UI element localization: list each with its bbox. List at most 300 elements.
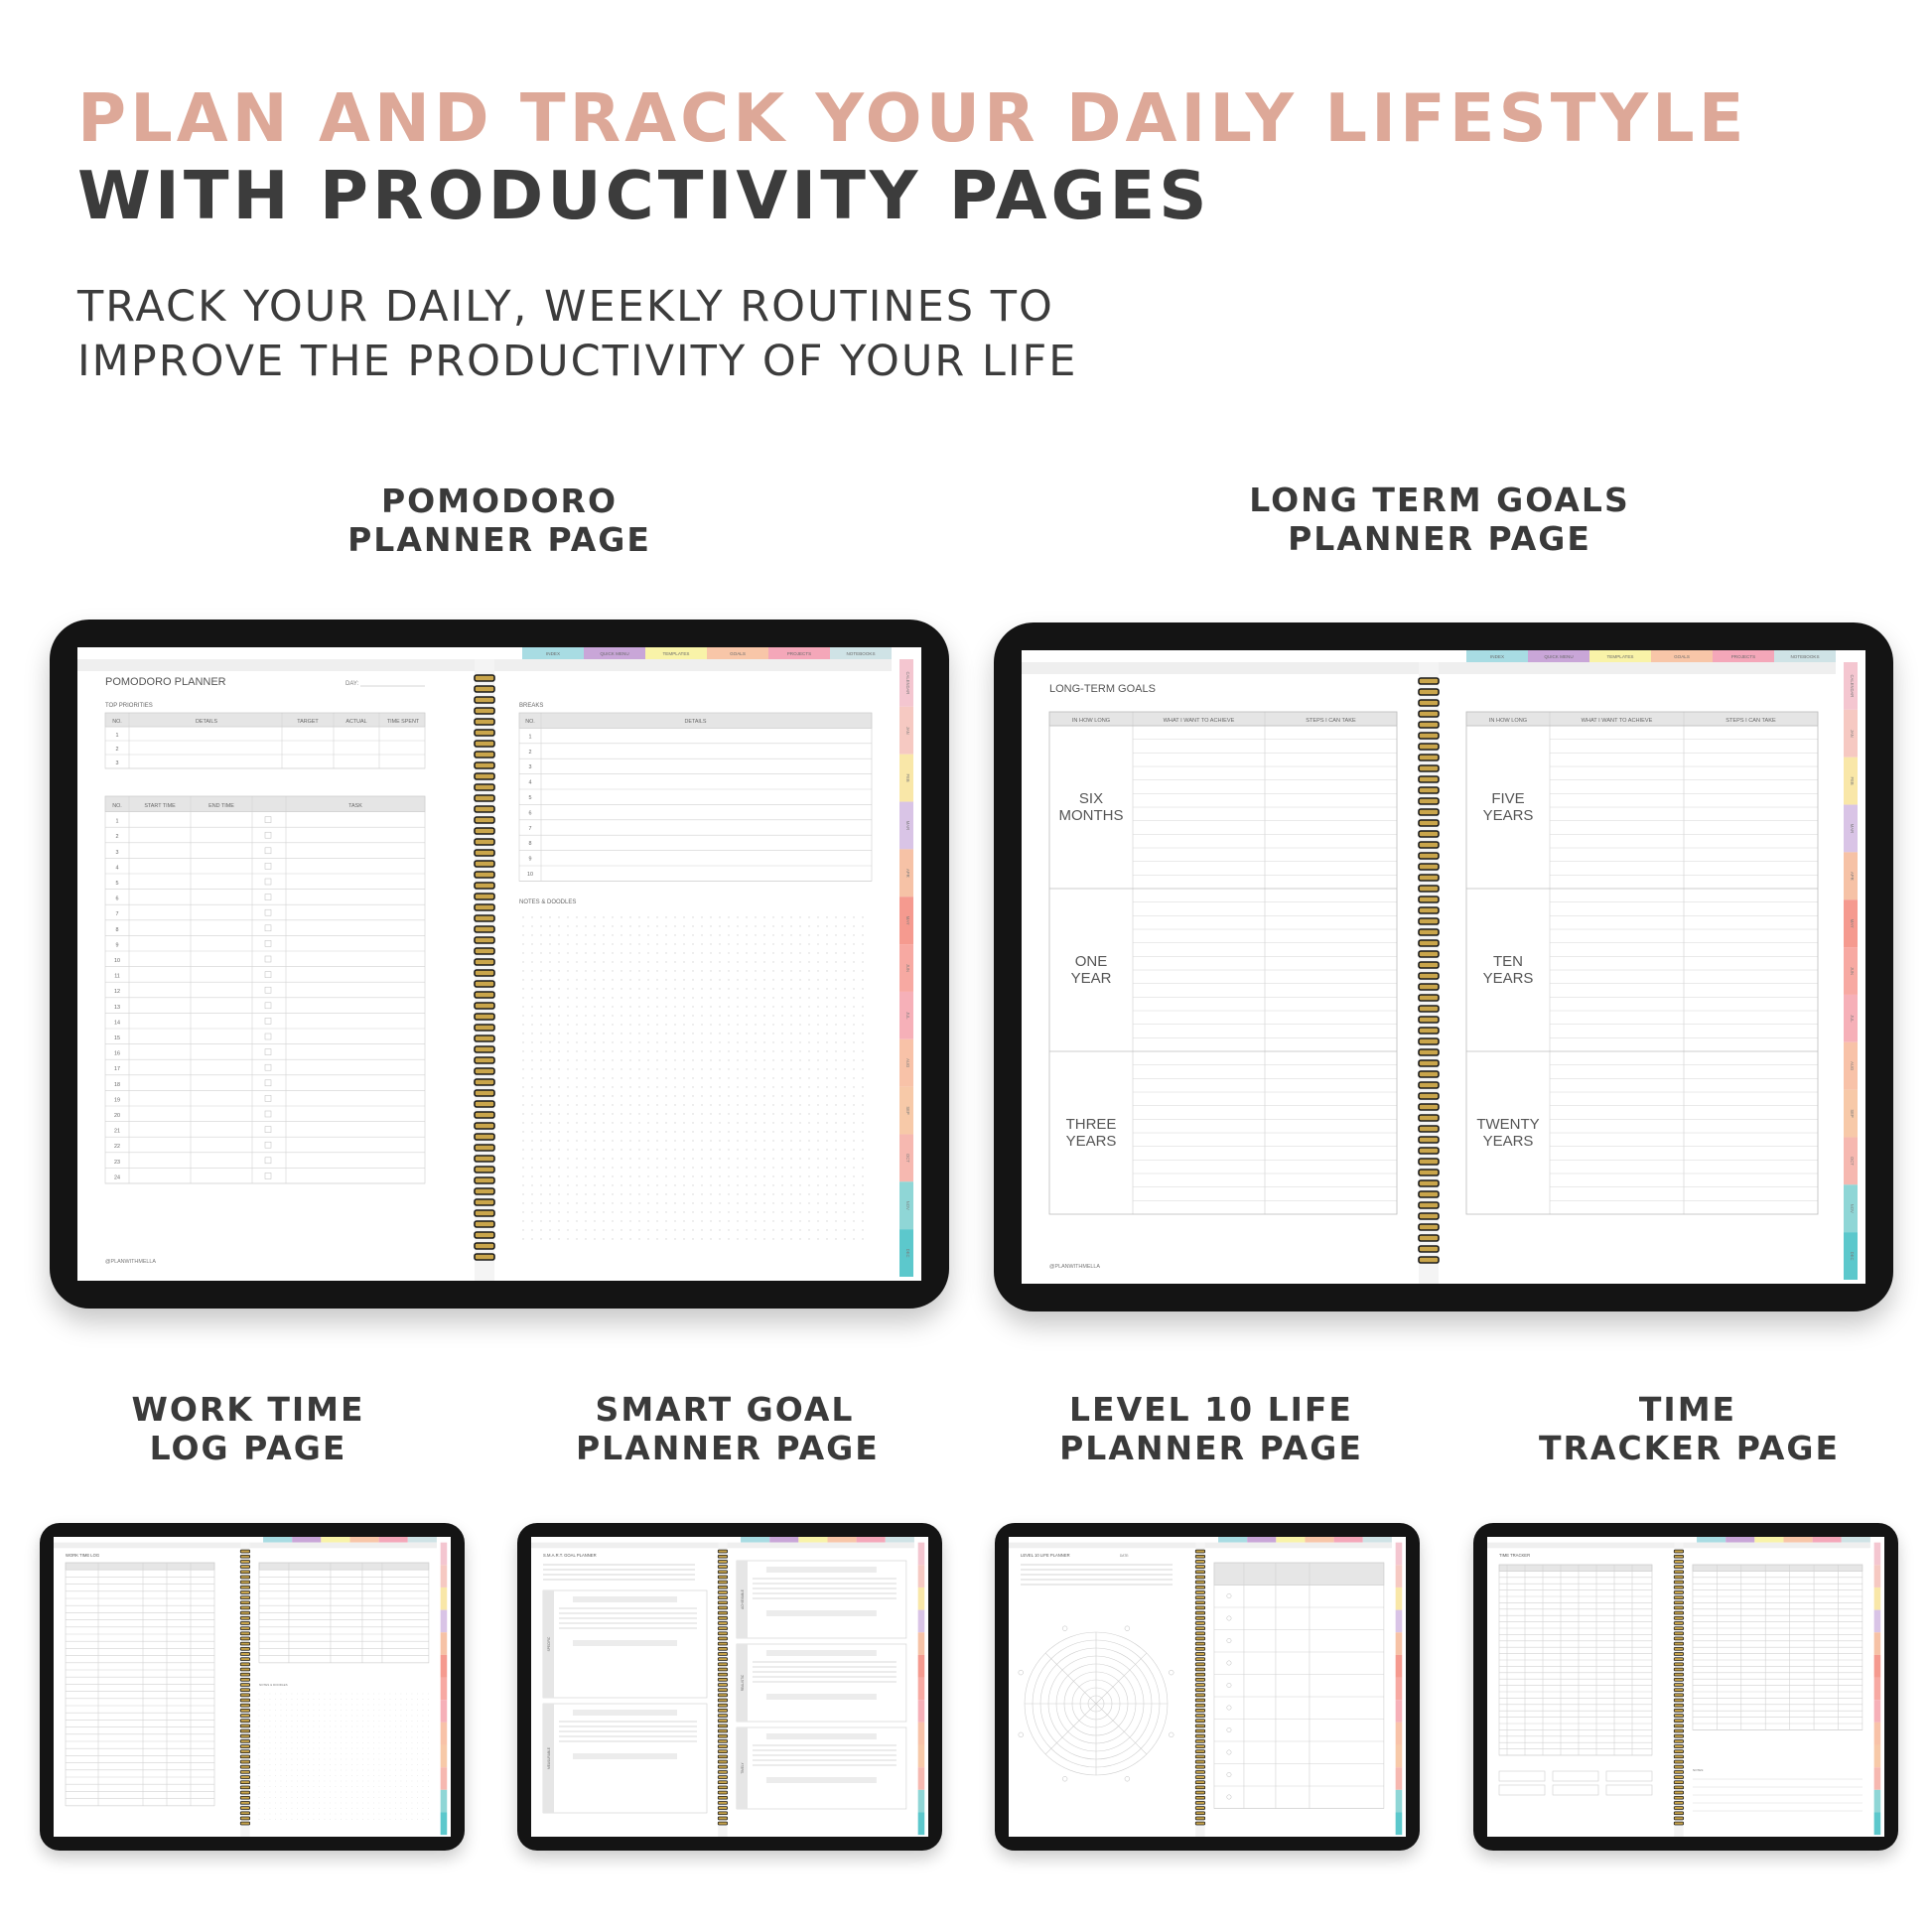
side-tab-4[interactable] <box>441 1610 448 1633</box>
side-tab-label[interactable]: FEB <box>905 773 910 782</box>
task-checkbox[interactable] <box>265 832 271 838</box>
dot <box>336 1786 337 1787</box>
tab-label[interactable]: NOTEBOOKS <box>846 651 876 656</box>
dot <box>406 1748 407 1749</box>
task-checkbox[interactable] <box>265 987 271 993</box>
tab-6[interactable] <box>1842 1537 1870 1543</box>
dot <box>692 1211 693 1212</box>
side-tab-8[interactable] <box>1396 1700 1403 1723</box>
area-checkbox[interactable] <box>1227 1750 1231 1754</box>
dot <box>728 979 729 980</box>
dot <box>817 925 818 926</box>
task-checkbox[interactable] <box>265 1142 271 1148</box>
task-checkbox[interactable] <box>265 1064 271 1070</box>
dot <box>692 1238 693 1239</box>
spiral-ring <box>240 1715 249 1718</box>
dot <box>603 1050 604 1051</box>
dot <box>390 1770 391 1771</box>
dot <box>567 1220 568 1221</box>
dot <box>808 916 809 917</box>
dot <box>710 961 711 962</box>
dot <box>330 1819 331 1820</box>
task-checkbox[interactable] <box>265 1003 271 1009</box>
dot <box>330 1792 331 1793</box>
tab-2[interactable] <box>1247 1537 1276 1543</box>
dot <box>585 1211 586 1212</box>
tab-label[interactable]: GOALS <box>1674 654 1690 659</box>
side-tab-2[interactable] <box>1396 1565 1403 1587</box>
dot <box>406 1819 407 1820</box>
side-tab-label[interactable]: DEC <box>1850 1251 1855 1261</box>
task-checkbox[interactable] <box>265 940 271 946</box>
task-checkbox[interactable] <box>265 817 271 823</box>
tab-label[interactable]: TEMPLATES <box>1606 654 1634 659</box>
tab-2[interactable] <box>1725 1537 1754 1543</box>
tab-3[interactable] <box>1754 1537 1783 1543</box>
area-checkbox[interactable] <box>1227 1727 1231 1731</box>
side-tab-12[interactable] <box>441 1790 448 1813</box>
tab-1[interactable] <box>1218 1537 1247 1543</box>
label-longterm <box>1231 481 1648 558</box>
dot <box>281 1814 282 1815</box>
side-tab-9[interactable] <box>1396 1723 1403 1745</box>
side-tab-1[interactable] <box>1396 1543 1403 1566</box>
tab-2[interactable] <box>292 1537 321 1543</box>
tab-1[interactable] <box>741 1537 769 1543</box>
side-tab-11[interactable] <box>1396 1767 1403 1790</box>
dot <box>308 1803 309 1804</box>
dot <box>379 1786 380 1787</box>
dot <box>259 1694 260 1695</box>
tab-1[interactable] <box>1697 1537 1725 1543</box>
side-tab-11[interactable] <box>441 1767 448 1790</box>
side-tab-3[interactable] <box>918 1587 925 1610</box>
side-tab-label[interactable]: MAY <box>1850 918 1855 928</box>
dot <box>576 1041 577 1042</box>
task-checkbox[interactable] <box>265 863 271 869</box>
task-row-number: 21 <box>114 1128 120 1135</box>
dot <box>567 961 568 962</box>
task-checkbox[interactable] <box>265 1127 271 1133</box>
side-tab-label[interactable]: NOV <box>1850 1203 1855 1213</box>
dot <box>585 1104 586 1105</box>
side-tab-label[interactable]: SEP <box>1850 1109 1855 1118</box>
area-checkbox[interactable] <box>1227 1683 1231 1687</box>
tab-label[interactable]: INDEX <box>1489 654 1505 659</box>
dot <box>319 1803 320 1804</box>
dot <box>395 1716 396 1717</box>
spiral-ring <box>1195 1591 1204 1594</box>
dot <box>710 1175 711 1176</box>
side-tab-label[interactable]: OCT <box>1850 1156 1855 1166</box>
dot <box>647 1015 648 1016</box>
task-row-number: 18 <box>114 1081 120 1088</box>
dot <box>417 1753 418 1754</box>
dot <box>835 1140 836 1141</box>
task-row-number: 9 <box>115 942 119 949</box>
dot <box>417 1759 418 1760</box>
side-tab-12[interactable] <box>1396 1790 1403 1813</box>
dot <box>275 1803 276 1804</box>
tab-label[interactable]: TEMPLATES <box>662 651 690 656</box>
task-checkbox[interactable] <box>265 925 271 931</box>
side-tab-label[interactable]: SEP <box>905 1106 910 1115</box>
side-tab-2[interactable] <box>918 1565 925 1587</box>
dot <box>835 1158 836 1159</box>
spiral-ring <box>1195 1555 1204 1558</box>
dot <box>522 1149 523 1150</box>
side-tab-1[interactable] <box>1874 1543 1881 1566</box>
side-tab-9[interactable] <box>918 1723 925 1745</box>
area-checkbox[interactable] <box>1227 1772 1231 1776</box>
tab-4[interactable] <box>349 1537 378 1543</box>
side-tab-label[interactable]: NOV <box>905 1200 910 1210</box>
task-checkbox[interactable] <box>265 1080 271 1086</box>
spiral-ring <box>1195 1581 1204 1584</box>
label-longterm-line-2: PLANNER PAGE <box>1288 519 1591 558</box>
side-tab-5[interactable] <box>441 1632 448 1655</box>
dot <box>264 1797 265 1798</box>
dot <box>531 1211 532 1212</box>
task-checkbox[interactable] <box>265 848 271 854</box>
side-tab-7[interactable] <box>441 1678 448 1701</box>
task-checkbox[interactable] <box>265 1049 271 1055</box>
tab-label[interactable]: QUICK MENU <box>600 651 629 656</box>
dot <box>368 1753 369 1754</box>
side-tab-label[interactable]: CALENDAR <box>905 671 910 695</box>
dot <box>853 1158 854 1159</box>
dot <box>325 1781 326 1782</box>
side-tab-11[interactable] <box>918 1767 925 1790</box>
dot <box>401 1792 402 1793</box>
dot <box>799 1033 800 1034</box>
dot <box>319 1759 320 1760</box>
side-tab-5[interactable] <box>918 1632 925 1655</box>
dot <box>540 934 541 935</box>
dot <box>799 961 800 962</box>
spiral-ring <box>1195 1561 1204 1564</box>
dot <box>325 1748 326 1749</box>
dot <box>629 1033 630 1034</box>
dot <box>638 1041 639 1042</box>
side-tab-8[interactable] <box>1874 1700 1881 1723</box>
side-tab-4[interactable] <box>1874 1610 1881 1633</box>
dot <box>790 925 791 926</box>
dot <box>683 943 684 944</box>
tab-5[interactable] <box>857 1537 886 1543</box>
dot <box>401 1786 402 1787</box>
spiral-ring <box>1195 1796 1204 1799</box>
dot <box>522 916 523 917</box>
tab-6[interactable] <box>886 1537 914 1543</box>
dot <box>728 1211 729 1212</box>
area-checkbox[interactable] <box>1227 1795 1231 1799</box>
dot <box>314 1786 315 1787</box>
task-checkbox[interactable] <box>265 1158 271 1164</box>
tab-label[interactable]: INDEX <box>545 651 561 656</box>
side-tab-9[interactable] <box>1874 1723 1881 1745</box>
spiral-ring <box>1195 1586 1204 1588</box>
side-tab-label[interactable]: MAR <box>1850 823 1855 834</box>
dot <box>558 1104 559 1105</box>
dot <box>585 1006 586 1007</box>
side-tab-label[interactable]: JUN <box>1850 966 1855 976</box>
side-tab-6[interactable] <box>1874 1655 1881 1678</box>
spiral-ring <box>718 1817 727 1820</box>
task-checkbox[interactable] <box>265 1095 271 1101</box>
spiral-ring <box>475 839 494 845</box>
task-checkbox[interactable] <box>265 895 271 900</box>
side-tab-13[interactable] <box>441 1812 448 1835</box>
dot <box>683 1006 684 1007</box>
dot <box>395 1770 396 1771</box>
side-tab-13[interactable] <box>1874 1812 1881 1835</box>
dot <box>728 1202 729 1203</box>
dot <box>362 1721 363 1722</box>
dot <box>808 1113 809 1114</box>
dot <box>638 1193 639 1194</box>
spiral-ring <box>1419 864 1439 870</box>
dot <box>314 1808 315 1809</box>
dot <box>522 1175 523 1176</box>
dot <box>325 1694 326 1695</box>
dot <box>325 1803 326 1804</box>
tab-2[interactable] <box>769 1537 798 1543</box>
dot <box>844 1211 845 1212</box>
tab-5[interactable] <box>1813 1537 1842 1543</box>
dot <box>531 1238 532 1239</box>
side-tab-label[interactable]: DEC <box>905 1248 910 1258</box>
dot <box>297 1759 298 1760</box>
subheadline-line-2: IMPROVE THE PRODUCTIVITY OF YOUR LIFE <box>77 337 1078 386</box>
dot <box>357 1742 358 1743</box>
dot <box>406 1731 407 1732</box>
spiral-ring <box>475 752 494 758</box>
dot <box>701 1077 702 1078</box>
side-tab-label[interactable]: OCT <box>905 1153 910 1163</box>
area-checkbox[interactable] <box>1227 1638 1231 1642</box>
dot <box>346 1716 347 1717</box>
dot <box>362 1705 363 1706</box>
side-tab-13[interactable] <box>918 1812 925 1835</box>
dot <box>594 1140 595 1141</box>
dot <box>737 1149 738 1150</box>
side-tab-label[interactable]: APR <box>905 868 910 878</box>
dot <box>303 1748 304 1749</box>
dot <box>701 1122 702 1123</box>
side-tab-7[interactable] <box>1396 1678 1403 1701</box>
dot <box>325 1742 326 1743</box>
spiral-ring <box>718 1601 727 1604</box>
spiral-ring <box>475 937 494 943</box>
side-tab-5[interactable] <box>1396 1632 1403 1655</box>
side-tab-5[interactable] <box>1874 1632 1881 1655</box>
dot <box>417 1770 418 1771</box>
tab-3[interactable] <box>321 1537 349 1543</box>
tab-5[interactable] <box>379 1537 408 1543</box>
side-tab-label[interactable]: MAR <box>905 820 910 831</box>
side-tab-3[interactable] <box>1874 1587 1881 1610</box>
dot <box>576 1238 577 1239</box>
dot <box>292 1759 293 1760</box>
dot <box>522 1006 523 1007</box>
spiral-ring <box>240 1817 249 1820</box>
tab-1[interactable] <box>263 1537 292 1543</box>
tab-3[interactable] <box>1276 1537 1305 1543</box>
side-tab-label[interactable]: APR <box>1850 871 1855 881</box>
dot <box>728 1068 729 1069</box>
side-tab-1[interactable] <box>441 1543 448 1566</box>
task-checkbox[interactable] <box>265 1018 271 1024</box>
side-tab-1[interactable] <box>918 1543 925 1566</box>
page-title: WORK TIME LOG <box>66 1553 100 1558</box>
side-tab-9[interactable] <box>441 1723 448 1745</box>
dot <box>401 1781 402 1782</box>
dot <box>373 1694 374 1695</box>
spiral-ring <box>240 1571 249 1574</box>
dot <box>701 1041 702 1042</box>
task-checkbox[interactable] <box>265 972 271 978</box>
task-checkbox[interactable] <box>265 879 271 885</box>
area-checkbox[interactable] <box>1227 1661 1231 1665</box>
dot <box>531 1202 532 1203</box>
spiral-ring <box>475 1188 494 1194</box>
dot <box>346 1748 347 1749</box>
dot <box>549 1104 550 1105</box>
dot <box>373 1808 374 1809</box>
dot <box>549 1184 550 1185</box>
dot <box>629 1015 630 1016</box>
dot <box>862 1068 863 1069</box>
side-tab-10[interactable] <box>441 1745 448 1768</box>
tab-label[interactable]: QUICK MENU <box>1544 654 1574 659</box>
timely-pill <box>766 1777 877 1783</box>
side-tab-6[interactable] <box>441 1655 448 1678</box>
tab-label[interactable]: GOALS <box>730 651 746 656</box>
tab-4[interactable] <box>1305 1537 1333 1543</box>
side-tab-label[interactable]: AUG <box>1850 1061 1855 1071</box>
dot <box>844 1149 845 1150</box>
dot <box>567 1229 568 1230</box>
side-tab-8[interactable] <box>441 1700 448 1723</box>
col-header: IN HOW LONG <box>1071 718 1111 724</box>
dot <box>428 1699 429 1700</box>
side-tab-7[interactable] <box>1874 1678 1881 1701</box>
dot <box>379 1726 380 1727</box>
side-tab-label[interactable]: JUL <box>905 1012 910 1020</box>
area-checkbox[interactable] <box>1227 1706 1231 1710</box>
side-tab-2[interactable] <box>1874 1565 1881 1587</box>
spiral-ring <box>240 1725 249 1727</box>
side-tab-12[interactable] <box>918 1790 925 1813</box>
tab-4[interactable] <box>1783 1537 1812 1543</box>
task-checkbox[interactable] <box>265 1034 271 1039</box>
tab-label[interactable]: NOTEBOOKS <box>1790 654 1820 659</box>
dot <box>531 997 532 998</box>
side-tab-label[interactable]: FEB <box>1850 776 1855 785</box>
side-tab-12[interactable] <box>1874 1790 1881 1813</box>
dot <box>576 961 577 962</box>
side-tab-10[interactable] <box>1396 1745 1403 1768</box>
side-tab-3[interactable] <box>1396 1587 1403 1610</box>
tab-4[interactable] <box>827 1537 856 1543</box>
side-tab-label[interactable]: JUN <box>905 963 910 973</box>
tab-6[interactable] <box>408 1537 437 1543</box>
dot <box>379 1748 380 1749</box>
side-tab-6[interactable] <box>1396 1655 1403 1678</box>
tab-label[interactable]: PROJECTS <box>1730 654 1756 659</box>
side-tab-3[interactable] <box>441 1587 448 1610</box>
dot <box>737 1095 738 1096</box>
dot <box>817 1104 818 1105</box>
area-checkbox[interactable] <box>1227 1593 1231 1597</box>
dot <box>629 988 630 989</box>
side-tab-10[interactable] <box>918 1745 925 1768</box>
dot <box>647 1149 648 1150</box>
tab-label[interactable]: PROJECTS <box>786 651 812 656</box>
dot <box>781 1193 782 1194</box>
side-tab-label[interactable]: CALENDAR <box>1850 674 1855 698</box>
task-checkbox[interactable] <box>265 956 271 962</box>
task-checkbox[interactable] <box>265 909 271 915</box>
side-tab-label[interactable]: MAY <box>905 915 910 925</box>
dot <box>719 1184 720 1185</box>
side-tab-8[interactable] <box>918 1700 925 1723</box>
dot <box>665 1149 666 1150</box>
dot <box>638 934 639 935</box>
dot <box>674 1077 675 1078</box>
side-tab-7[interactable] <box>918 1678 925 1701</box>
dot <box>755 1033 756 1034</box>
dot <box>647 1041 648 1042</box>
tab-5[interactable] <box>1334 1537 1363 1543</box>
side-tab-label[interactable]: JAN <box>1850 729 1855 738</box>
tab-3[interactable] <box>798 1537 827 1543</box>
dot <box>835 1068 836 1069</box>
dot <box>395 1792 396 1793</box>
dot <box>412 1775 413 1776</box>
side-tab-13[interactable] <box>1396 1812 1403 1835</box>
area-checkbox[interactable] <box>1227 1616 1231 1620</box>
dot <box>270 1710 271 1711</box>
side-tab-11[interactable] <box>1874 1767 1881 1790</box>
side-tab-4[interactable] <box>1396 1610 1403 1633</box>
side-tab-6[interactable] <box>918 1655 925 1678</box>
dot <box>567 1149 568 1150</box>
dot <box>412 1786 413 1787</box>
side-tab-10[interactable] <box>1874 1745 1881 1768</box>
task-checkbox[interactable] <box>265 1111 271 1117</box>
spiral-ring <box>240 1555 249 1558</box>
dot <box>292 1808 293 1809</box>
dot <box>341 1726 342 1727</box>
side-tab-label[interactable]: JUL <box>1850 1015 1855 1023</box>
dot <box>817 1184 818 1185</box>
tab-6[interactable] <box>1363 1537 1392 1543</box>
side-tab-4[interactable] <box>918 1610 925 1633</box>
dot <box>692 1015 693 1016</box>
side-tab-label[interactable]: AUG <box>905 1058 910 1068</box>
dot <box>585 1238 586 1239</box>
side-tab-label[interactable]: JAN <box>905 726 910 735</box>
dot <box>292 1775 293 1776</box>
dot <box>540 1006 541 1007</box>
dot <box>674 1095 675 1096</box>
task-checkbox[interactable] <box>265 1173 271 1178</box>
side-tab-2[interactable] <box>441 1565 448 1587</box>
dot <box>737 934 738 935</box>
dot <box>647 1238 648 1239</box>
